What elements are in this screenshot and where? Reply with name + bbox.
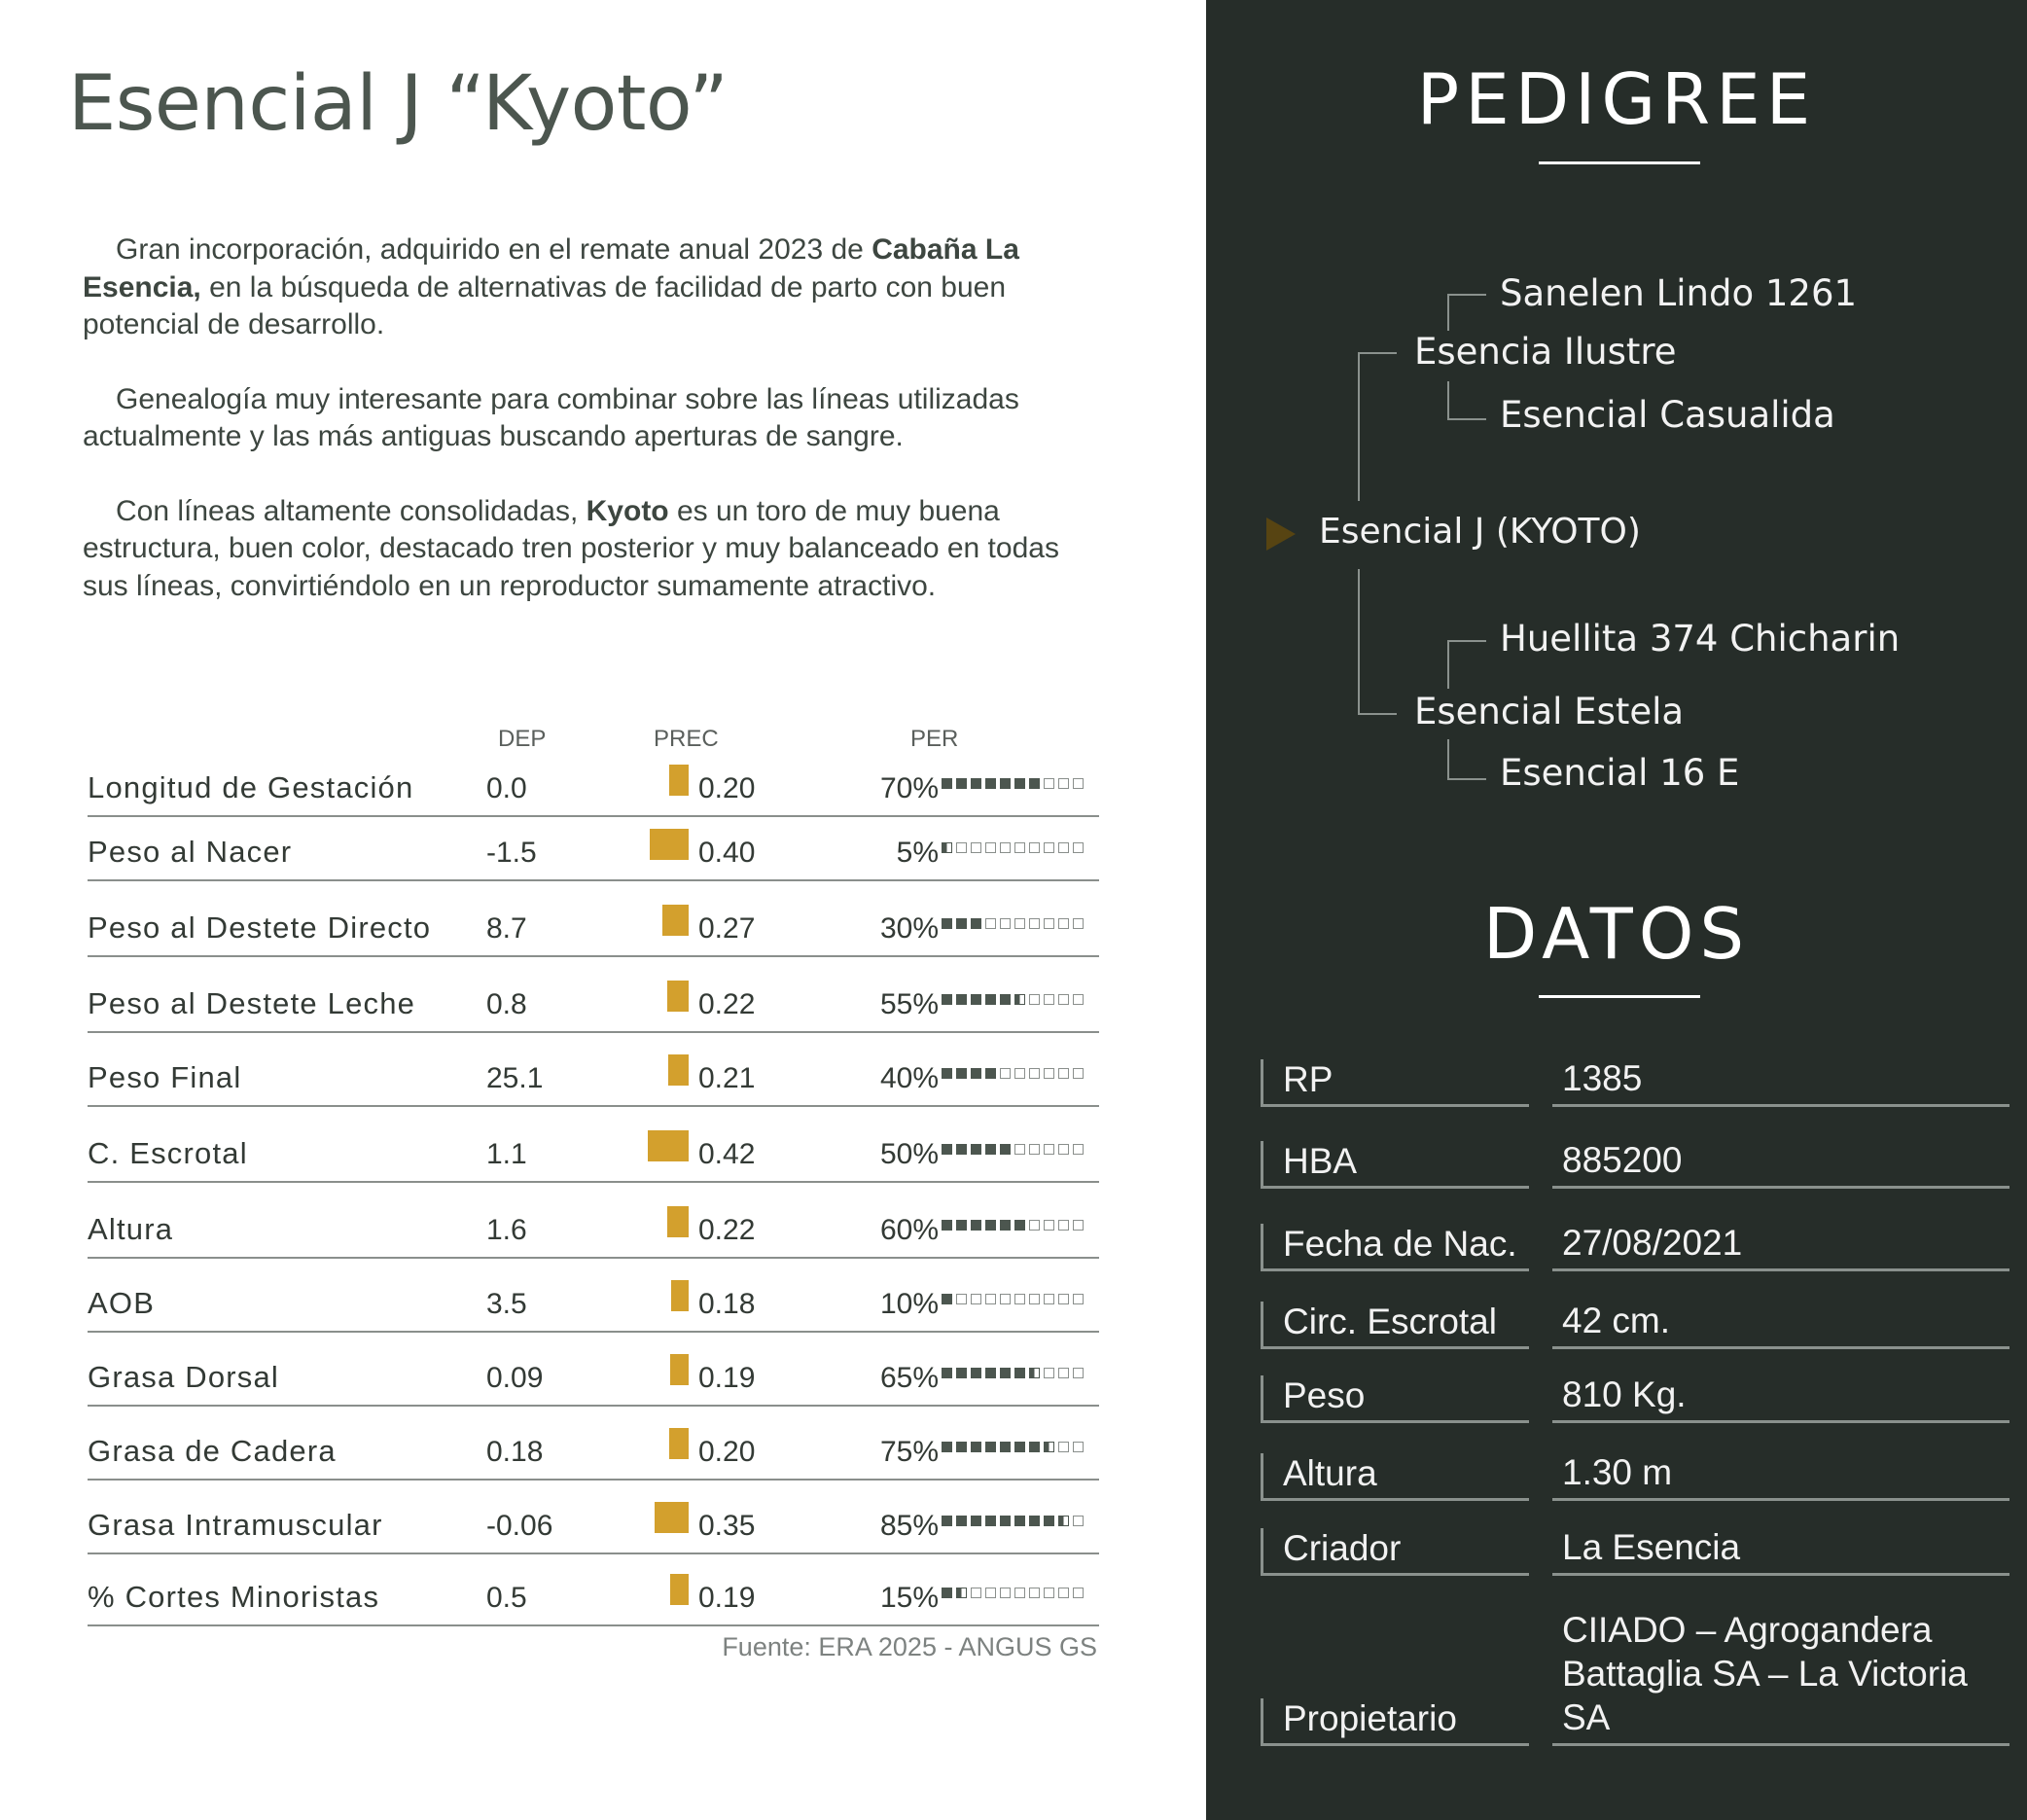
percentile-square [942, 1068, 952, 1079]
precision-bar [671, 1280, 689, 1311]
datos-label: RP [1261, 1059, 1529, 1107]
percentile-square [942, 1294, 952, 1304]
percentile-square [971, 1220, 981, 1231]
percentile-square [985, 1220, 996, 1231]
prec-value: 0.18 [698, 1288, 756, 1320]
percentile-square [956, 1144, 967, 1155]
per-value: 65% [879, 1362, 939, 1394]
connector-line [1447, 294, 1449, 331]
percentile-square [1014, 1442, 1025, 1452]
per-value: 40% [879, 1062, 939, 1094]
trait-name: % Cortes Minoristas [88, 1580, 380, 1614]
percentile-square [942, 1442, 952, 1452]
precision-bar [655, 1502, 689, 1533]
percentile-square [1000, 1442, 1011, 1452]
precision-bar [668, 1054, 689, 1086]
pedigree-tree [1206, 0, 2027, 837]
percentile-square [1058, 918, 1069, 929]
prec-value: 0.19 [698, 1582, 756, 1614]
per-value: 15% [879, 1582, 939, 1614]
percentile-square [1029, 1068, 1040, 1079]
percentile-square [971, 1294, 981, 1304]
dep-value: 3.5 [486, 1288, 527, 1320]
percentile-square [1029, 778, 1040, 789]
percentile-square [1014, 1068, 1025, 1079]
right-panel [1206, 0, 2027, 1820]
percentile-meter [942, 1294, 1084, 1305]
connector-line [1358, 352, 1360, 501]
datos-row [1261, 1130, 2009, 1189]
per-value: 5% [896, 837, 939, 869]
percentile-square [971, 994, 981, 1005]
precision-bar [667, 1206, 689, 1237]
percentile-square [1058, 842, 1069, 853]
trait-name: Peso al Destete Directo [88, 910, 432, 945]
pedigree-sire: Esencia Ilustre [1414, 331, 1677, 373]
percentile-square [1014, 1220, 1025, 1231]
datos-value: 810 Kg. [1552, 1373, 2009, 1423]
percentile-square [1058, 1220, 1069, 1231]
percentile-square [1014, 994, 1025, 1005]
trait-name: Longitud de Gestación [88, 770, 414, 804]
percentile-square [1000, 1068, 1011, 1079]
connector-line [1447, 778, 1486, 780]
percentile-square [985, 918, 996, 929]
header-dep: DEP [498, 726, 547, 752]
intro-paragraph-3: Con líneas altamente consolidadas, Kyoto es un toro de muy buena estructura, buen color, destacado tren posterior y muy balanceado en todas sus líneas, convirtiéndolo en un reproductor sumamente atractivo. [83, 494, 1059, 602]
percentile-square [1044, 842, 1054, 853]
percentile-square [1000, 1516, 1011, 1526]
percentile-square [956, 1368, 967, 1378]
precision-bar [669, 765, 689, 796]
trait-name: Peso Final [88, 1060, 242, 1094]
percentile-square [1044, 1516, 1054, 1526]
percentile-square [1000, 1588, 1011, 1598]
percentile-square [1000, 778, 1011, 789]
dep-value: 8.7 [486, 912, 527, 945]
datos-value: CIIADO – Agrogandera Battaglia SA – La Victoria SA [1552, 1608, 2009, 1746]
dep-value: 0.0 [486, 772, 527, 804]
table-row [88, 1107, 1099, 1183]
percentile-square [1000, 1144, 1011, 1155]
percentile-square [1014, 1588, 1025, 1598]
percentile-square [985, 842, 996, 853]
percentile-square [985, 1516, 996, 1526]
percentile-square [1000, 1294, 1011, 1304]
percentile-square [942, 1144, 952, 1155]
percentile-square [1014, 1516, 1025, 1526]
header-per: PER [910, 726, 959, 752]
percentile-square [1044, 1220, 1054, 1231]
datos-label: Criador [1261, 1528, 1529, 1576]
pedigree-dam-sire: Huellita 374 Chicharin [1500, 618, 1901, 660]
percentile-square [1058, 1144, 1069, 1155]
datos-row [1261, 1049, 2009, 1107]
percentile-square [1073, 1144, 1084, 1155]
table-row [88, 1481, 1099, 1554]
pedigree-dam: Esencial Estela [1414, 691, 1685, 732]
percentile-square [1029, 1294, 1040, 1304]
precision-bar [669, 1428, 689, 1459]
table-row [88, 1554, 1099, 1626]
datos-row [1261, 1610, 2009, 1746]
pedigree-sire-sire: Sanelen Lindo 1261 [1500, 272, 1858, 314]
percentile-square [1073, 1516, 1084, 1526]
trait-name: Grasa Dorsal [88, 1360, 280, 1394]
percentile-square [1044, 1588, 1054, 1598]
percentile-meter [942, 918, 1084, 930]
percentile-square [971, 1068, 981, 1079]
percentile-square [942, 1368, 952, 1378]
percentile-square [1014, 1144, 1025, 1155]
percentile-square [1058, 994, 1069, 1005]
datos-value: 1385 [1552, 1056, 2009, 1107]
trait-name: Grasa Intramuscular [88, 1508, 383, 1542]
datos-label: Peso [1261, 1375, 1529, 1423]
percentile-square [956, 1442, 967, 1452]
percentile-meter [942, 1144, 1084, 1156]
table-row [88, 761, 1099, 817]
source-note: Fuente: ERA 2025 - ANGUS GS [722, 1632, 1097, 1661]
datos-label: Altura [1261, 1453, 1529, 1501]
percentile-square [1029, 1220, 1040, 1231]
percentile-square [1044, 994, 1054, 1005]
table-row [88, 1183, 1099, 1259]
percentile-square [1073, 842, 1084, 853]
percentile-square [971, 918, 981, 929]
pedigree-heading: PEDIGREE [1416, 58, 1817, 140]
percentile-square [985, 994, 996, 1005]
connector-line [1447, 640, 1449, 689]
percentile-square [942, 1516, 952, 1526]
table-row [88, 1333, 1099, 1407]
dep-value: 1.6 [486, 1214, 527, 1246]
percentile-square [1044, 1144, 1054, 1155]
datos-row [1261, 1443, 2009, 1501]
dep-value: -0.06 [486, 1510, 553, 1542]
percentile-meter [942, 842, 1084, 854]
connector-line [1447, 418, 1486, 420]
table-row [88, 1033, 1099, 1107]
percentile-square [956, 994, 967, 1005]
dep-value: 0.5 [486, 1582, 527, 1614]
percentile-square [1073, 1442, 1084, 1452]
prec-value: 0.40 [698, 837, 756, 869]
connector-line [1358, 569, 1360, 715]
connector-line [1358, 713, 1397, 715]
percentile-square [942, 1588, 952, 1598]
trait-name: AOB [88, 1286, 156, 1320]
percentile-square [1073, 1068, 1084, 1079]
intro-paragraph-1: Gran incorporación, adquirido en el remate anual 2023 de Cabaña La Esencia, en la búsqueda de alternativas de facilidad de parto con buen potencial de desarrollo. [83, 233, 1019, 340]
per-value: 85% [879, 1510, 939, 1542]
dep-value: 25.1 [486, 1062, 544, 1094]
percentile-square [985, 1368, 996, 1378]
prec-value: 0.42 [698, 1138, 756, 1170]
connector-line [1447, 739, 1449, 780]
datos-label: HBA [1261, 1141, 1529, 1189]
percentile-square [1044, 1442, 1054, 1452]
trait-name: Grasa de Cadera [88, 1434, 337, 1468]
datos-heading: DATOS [1482, 893, 1751, 975]
pedigree-self: Esencial J (KYOTO) [1319, 512, 1641, 552]
percentile-square [1073, 1368, 1084, 1378]
percentile-square [985, 1144, 996, 1155]
percentile-meter [942, 1442, 1084, 1453]
datos-rule [1539, 995, 1700, 998]
percentile-meter [942, 1220, 1084, 1231]
percentile-square [1044, 778, 1054, 789]
datos-label: Circ. Escrotal [1261, 1302, 1529, 1349]
per-value: 70% [879, 772, 939, 804]
percentile-square [956, 1588, 967, 1598]
percentile-square [971, 1144, 981, 1155]
pointer-triangle-icon [1266, 517, 1296, 551]
datos-row [1261, 1517, 2009, 1576]
percentile-square [1029, 1516, 1040, 1526]
dep-value: 1.1 [486, 1138, 527, 1170]
percentile-square [1014, 778, 1025, 789]
percentile-square [1058, 1368, 1069, 1378]
percentile-square [1058, 1588, 1069, 1598]
percentile-square [971, 842, 981, 853]
datos-label: Fecha de Nac. [1261, 1224, 1529, 1271]
percentile-square [985, 1588, 996, 1598]
percentile-square [971, 778, 981, 789]
percentile-square [1044, 1068, 1054, 1079]
table-row [88, 957, 1099, 1033]
precision-bar [662, 905, 689, 936]
percentile-square [1000, 994, 1011, 1005]
precision-bar [667, 981, 689, 1012]
per-value: 60% [879, 1214, 939, 1246]
page-title: Esencial J “Kyoto” [68, 60, 729, 148]
prec-value: 0.20 [698, 1436, 756, 1468]
datos-row [1261, 1213, 2009, 1271]
dep-value: 0.18 [486, 1436, 544, 1468]
percentile-square [942, 842, 952, 853]
prec-value: 0.22 [698, 988, 756, 1020]
per-value: 75% [879, 1436, 939, 1468]
percentile-square [1014, 918, 1025, 929]
percentile-square [985, 1442, 996, 1452]
prec-value: 0.22 [698, 1214, 756, 1246]
percentile-square [1000, 1368, 1011, 1378]
percentile-square [1058, 1442, 1069, 1452]
percentile-square [1029, 842, 1040, 853]
percentile-square [1000, 842, 1011, 853]
percentile-square [956, 778, 967, 789]
percentile-square [956, 1220, 967, 1231]
percentile-square [971, 1516, 981, 1526]
percentile-square [1073, 1220, 1084, 1231]
percentile-meter [942, 994, 1084, 1006]
precision-bar [670, 1574, 689, 1605]
connector-line [1358, 352, 1397, 354]
datos-value: La Esencia [1552, 1525, 2009, 1576]
table-row [88, 817, 1099, 881]
percentile-square [1073, 778, 1084, 789]
percentile-square [1058, 1068, 1069, 1079]
trait-name: C. Escrotal [88, 1136, 248, 1170]
percentile-square [1014, 842, 1025, 853]
pedigree-dam-dam: Esencial 16 E [1500, 752, 1740, 794]
prec-value: 0.21 [698, 1062, 756, 1094]
per-value: 50% [879, 1138, 939, 1170]
percentile-square [1058, 778, 1069, 789]
connector-line [1447, 381, 1449, 420]
percentile-square [956, 1294, 967, 1304]
percentile-square [1044, 918, 1054, 929]
percentile-square [971, 1588, 981, 1598]
percentile-square [942, 918, 952, 929]
prec-value: 0.35 [698, 1510, 756, 1542]
table-row [88, 1259, 1099, 1333]
percentile-square [1029, 918, 1040, 929]
table-row [88, 881, 1099, 957]
percentile-square [971, 1442, 981, 1452]
percentile-meter [942, 1068, 1084, 1080]
prec-value: 0.20 [698, 772, 756, 804]
percentile-square [942, 778, 952, 789]
prec-value: 0.27 [698, 912, 756, 945]
percentile-square [1029, 1588, 1040, 1598]
percentile-square [985, 778, 996, 789]
percentile-square [956, 842, 967, 853]
table-body [88, 761, 1099, 1626]
percentile-square [1029, 1144, 1040, 1155]
dep-value: -1.5 [486, 837, 537, 869]
dep-value: 0.8 [486, 988, 527, 1020]
percentile-square [942, 994, 952, 1005]
table-header [88, 720, 1099, 761]
percentile-square [1029, 1442, 1040, 1452]
percentile-square [1000, 1220, 1011, 1231]
connector-line [1447, 294, 1486, 296]
percentile-square [1058, 1516, 1069, 1526]
intro-text [83, 232, 1104, 642]
percentile-square [1014, 1294, 1025, 1304]
pedigree-sire-dam: Esencial Casualida [1500, 394, 1835, 436]
precision-bar [650, 829, 689, 860]
percentile-square [985, 1068, 996, 1079]
per-value: 10% [879, 1288, 939, 1320]
trait-name: Altura [88, 1212, 174, 1246]
prec-value: 0.19 [698, 1362, 756, 1394]
percentile-square [1044, 1368, 1054, 1378]
dep-table [88, 720, 1099, 1626]
percentile-square [956, 1068, 967, 1079]
datos-row [1261, 1291, 2009, 1349]
header-prec: PREC [654, 726, 719, 752]
datos-value: 42 cm. [1552, 1299, 2009, 1349]
dep-value: 0.09 [486, 1362, 544, 1394]
percentile-square [1029, 1368, 1040, 1378]
percentile-square [956, 918, 967, 929]
percentile-meter [942, 1368, 1084, 1379]
percentile-square [1029, 994, 1040, 1005]
percentile-square [1044, 1294, 1054, 1304]
datos-value: 27/08/2021 [1552, 1221, 2009, 1271]
datos-value: 1.30 m [1552, 1450, 2009, 1501]
table-row [88, 1407, 1099, 1481]
percentile-square [1000, 918, 1011, 929]
datos-value: 885200 [1552, 1138, 2009, 1189]
percentile-square [971, 1368, 981, 1378]
percentile-square [985, 1294, 996, 1304]
per-value: 30% [879, 912, 939, 945]
per-value: 55% [879, 988, 939, 1020]
precision-bar [648, 1130, 689, 1161]
percentile-square [1073, 918, 1084, 929]
percentile-square [942, 1220, 952, 1231]
percentile-square [1073, 1588, 1084, 1598]
datos-row [1261, 1365, 2009, 1423]
percentile-square [956, 1516, 967, 1526]
trait-name: Peso al Destete Leche [88, 986, 416, 1020]
percentile-meter [942, 778, 1084, 790]
percentile-meter [942, 1588, 1084, 1599]
datos-label: Propietario [1261, 1698, 1529, 1746]
percentile-square [1014, 1368, 1025, 1378]
percentile-meter [942, 1516, 1084, 1527]
percentile-square [1073, 994, 1084, 1005]
precision-bar [670, 1354, 689, 1385]
connector-line [1447, 640, 1486, 642]
percentile-square [1073, 1294, 1084, 1304]
percentile-square [1058, 1294, 1069, 1304]
trait-name: Peso al Nacer [88, 835, 293, 869]
intro-paragraph-2: Genealogía muy interesante para combinar sobre las líneas utilizadas actualmente y las más antiguas buscando aperturas de sangre. [83, 382, 1019, 452]
